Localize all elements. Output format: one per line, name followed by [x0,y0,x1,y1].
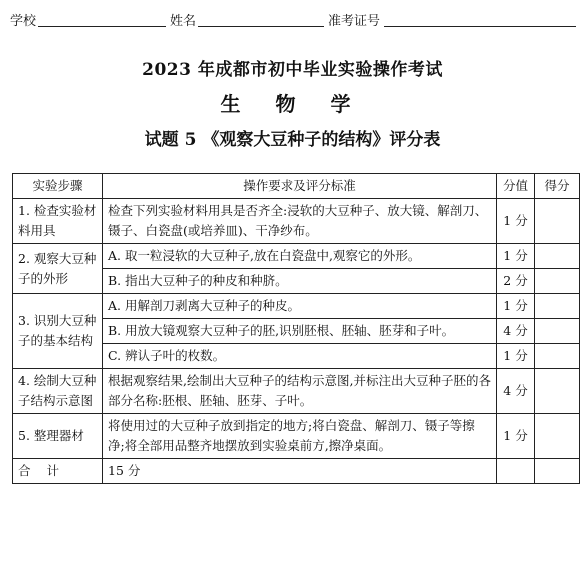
header-points: 分值 [497,174,535,199]
criteria-cell: B. 指出大豆种子的种皮和种脐。 [103,269,497,294]
header-score: 得分 [535,174,580,199]
exam-header-fields [10,8,580,30]
header-criteria: 操作要求及评分标准 [103,174,497,199]
points-cell: 1 分 [497,414,535,459]
points-cell: 1 分 [497,294,535,319]
exam-number-blank [384,26,576,27]
step-cell: 3. 识别大豆种子的基本结构 [13,294,103,369]
header-step: 实验步骤 [13,174,103,199]
table-row [13,244,580,269]
points-cell: 2 分 [497,269,535,294]
total-label: 合 计 [13,459,103,484]
table-row [13,414,580,459]
step-cell: 5. 整理器材 [13,414,103,459]
step-cell: 1. 检查实验材料用具 [13,199,103,244]
score-cell[interactable] [535,369,580,414]
total-value: 15 分 [103,459,497,484]
table-header-row [13,174,580,199]
criteria-cell: 将使用过的大豆种子放到指定的地方;将白瓷盘、解剖刀、镊子等擦净;将全部用品整齐地摆放到实验桌前方,擦净桌面。 [103,414,497,459]
total-row [13,459,580,484]
total-points-cell [497,459,535,484]
table-row [13,294,580,319]
test-title: 试题 5 《观察大豆种子的结构》评分表 [144,130,441,150]
name-blank [198,26,324,27]
criteria-cell: A. 取一粒浸软的大豆种子,放在白瓷盘中,观察它的外形。 [103,244,497,269]
score-cell[interactable] [535,344,580,369]
table-row [13,369,580,414]
criteria-cell: A. 用解剖刀剥离大豆种子的种皮。 [103,294,497,319]
criteria-cell: 根据观察结果,绘制出大豆种子的结构示意图,并标注出大豆种子胚的各部分名称:胚根、胚轴、胚芽、子叶。 [103,369,497,414]
score-cell[interactable] [535,414,580,459]
scoring-table [12,173,580,484]
school-blank [38,26,166,27]
total-score-cell[interactable] [535,459,580,484]
table-row [13,199,580,244]
score-cell[interactable] [535,294,580,319]
school-label: 学校 [10,14,37,29]
score-cell[interactable] [535,269,580,294]
step-cell: 4. 绘制大豆种子结构示意图 [13,369,103,414]
exam-number-label: 准考证号 [328,14,381,29]
score-cell[interactable] [535,244,580,269]
points-cell: 4 分 [497,369,535,414]
score-cell[interactable] [535,199,580,244]
exam-title: 2023 年成都市初中毕业实验操作考试 [142,60,443,80]
criteria-cell: 检查下列实验材料用具是否齐全:浸软的大豆种子、放大镜、解剖刀、镊子、白瓷盘(或培养皿)、干净纱布。 [103,199,497,244]
points-cell: 1 分 [497,244,535,269]
points-cell: 1 分 [497,199,535,244]
criteria-cell: C. 辨认子叶的枚数。 [103,344,497,369]
points-cell: 4 分 [497,319,535,344]
points-cell: 1 分 [497,344,535,369]
step-cell: 2. 观察大豆种子的外形 [13,244,103,294]
criteria-cell: B. 用放大镜观察大豆种子的胚,识别胚根、胚轴、胚芽和子叶。 [103,319,497,344]
subject-title: 生 物 学 [220,92,365,116]
score-cell[interactable] [535,319,580,344]
name-label: 姓名 [170,14,197,29]
